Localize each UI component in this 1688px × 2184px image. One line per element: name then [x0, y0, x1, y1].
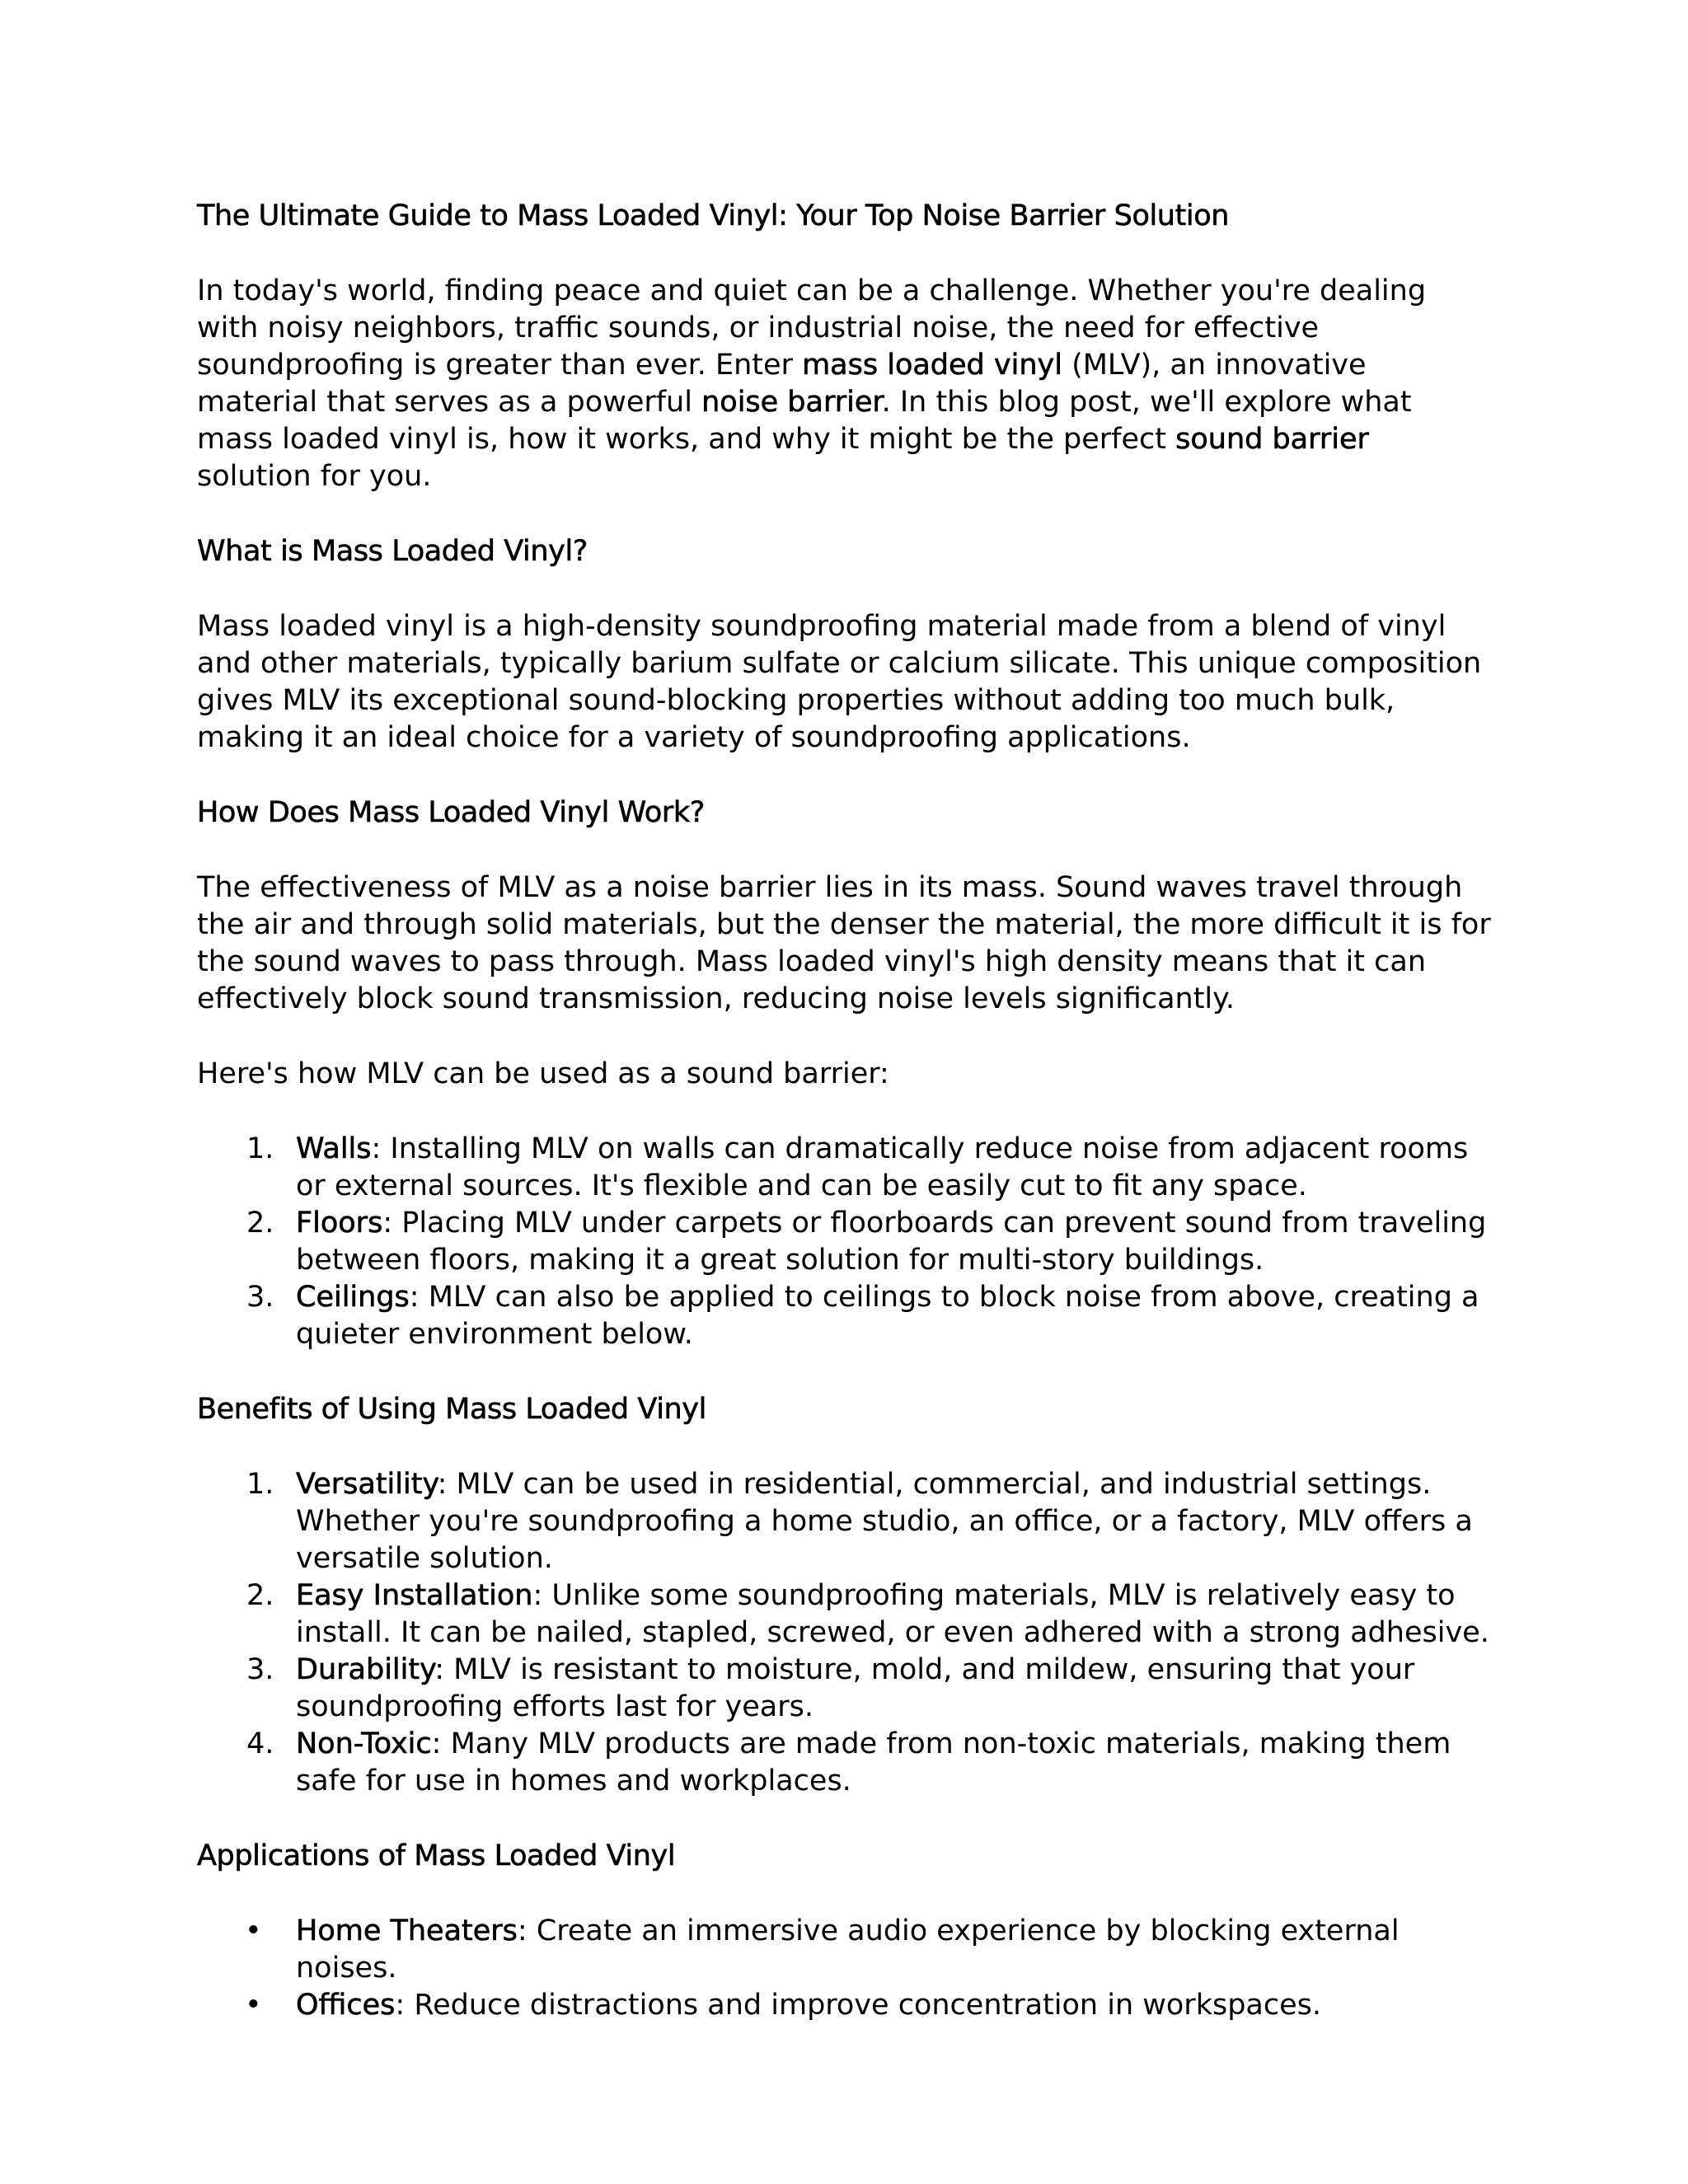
list-item-term: Easy Installation [296, 1579, 533, 1612]
list-item-term: Home Theaters [296, 1915, 518, 1947]
section-heading-applications: Applications of Mass Loaded Vinyl [197, 1840, 676, 1872]
list-item [296, 1652, 1491, 1726]
benefits-list [197, 1466, 1491, 1800]
list-item [296, 1205, 1491, 1279]
what-paragraph: Mass loaded vinyl is a high-density soundproofing material made from a blend of vinyl and other materials, typically barium sulfate or calcium silicate. This unique composition gives MLV its exceptional sound-blocking properties without adding too much bulk, making it an ideal choice for a variety of soundproofing applications. [197, 610, 1482, 754]
document-title: The Ultimate Guide to Mass Loaded Vinyl: Your Top Noise Barrier Solution [197, 199, 1230, 232]
list-item [296, 1466, 1491, 1577]
list-item-text: : Placing MLV under carpets or floorboards can prevent sound from traveling between floors, making it a great solution for multi-story buildings. [296, 1207, 1487, 1277]
list-item-text: : Unlike some soundproofing materials, MLV is relatively easy to install. It can be nailed, stapled, screwed, or even adhered with a strong adhesive. [296, 1579, 1489, 1649]
list-item [296, 1279, 1491, 1353]
list-item [296, 1987, 1491, 2024]
document-body [197, 198, 1491, 2024]
keyword-sound-barrier: sound barrier [1175, 423, 1369, 456]
keyword-mass-loaded-vinyl: mass loaded vinyl [802, 349, 1062, 382]
how-paragraph: The effectiveness of MLV as a noise barrier lies in its mass. Sound waves travel through the air and through solid materials, but the denser the material, the more difficult it is for the sound waves to pass through. Mass loaded vinyl's high density means that it can effectively block sound transmission, reducing noise levels significantly. [197, 871, 1491, 1015]
list-item-text: : Reduce distractions and improve concentration in workspaces. [395, 1989, 1321, 2022]
how-lead-paragraph: Here's how MLV can be used as a sound barrier: [197, 1057, 889, 1090]
list-item-text: : MLV is resistant to moisture, mold, and mildew, ensuring that your soundproofing efforts last for years. [296, 1653, 1415, 1723]
list-item-text: : Installing MLV on walls can dramatically reduce noise from adjacent rooms or external sources. It's flexible and can be easily cut to fit any space. [296, 1132, 1469, 1202]
list-item-text: : Create an immersive audio experience by blocking external noises. [296, 1915, 1400, 1985]
keyword-noise-barrier: noise barrier [701, 386, 882, 419]
list-item-term: Walls [296, 1132, 372, 1165]
list-item-text: : MLV can also be applied to ceilings to block noise from above, creating a quieter environment below. [296, 1281, 1479, 1351]
list-item [296, 1726, 1491, 1800]
section-heading-what: What is Mass Loaded Vinyl? [197, 535, 588, 568]
list-item [296, 1913, 1491, 1987]
intro-text: In today's world, finding peace and quiet can be a challenge. Whether you're dealing with noisy neighbors, traffic sounds, or industrial noise, the need for effective soundproofing is greater than ever. Enter [197, 274, 1427, 382]
list-item-term: Offices [296, 1989, 396, 2022]
list-item [296, 1577, 1491, 1652]
list-item-term: Durability [296, 1653, 435, 1686]
list-item-text: : MLV can be used in residential, commercial, and industrial settings. Whether you're soundproofing a home studio, an office, or a factory, MLV offers a versatile solution. [296, 1468, 1473, 1575]
list-item-term: Non-Toxic [296, 1727, 432, 1760]
intro-paragraph [197, 273, 1491, 495]
list-item-text: : Many MLV products are made from non-toxic materials, making them safe for use in homes and workplaces. [296, 1727, 1451, 1797]
list-item-term: Floors [296, 1207, 383, 1240]
list-item-term: Versatility [296, 1468, 438, 1501]
section-heading-how: How Does Mass Loaded Vinyl Work? [197, 796, 705, 829]
applications-list [197, 1913, 1491, 2024]
list-item-term: Ceilings [296, 1281, 410, 1314]
intro-text: (MLV), an innovative material that serves as a powerful [197, 349, 1367, 419]
section-heading-benefits: Benefits of Using Mass Loaded Vinyl [197, 1393, 706, 1426]
list-item [296, 1131, 1491, 1205]
barrier-uses-list [197, 1131, 1491, 1353]
intro-text: . In this blog post, we'll explore what mass loaded vinyl is, how it works, and why it might be the perfect [197, 386, 1412, 456]
intro-text: solution for you. [197, 460, 432, 493]
